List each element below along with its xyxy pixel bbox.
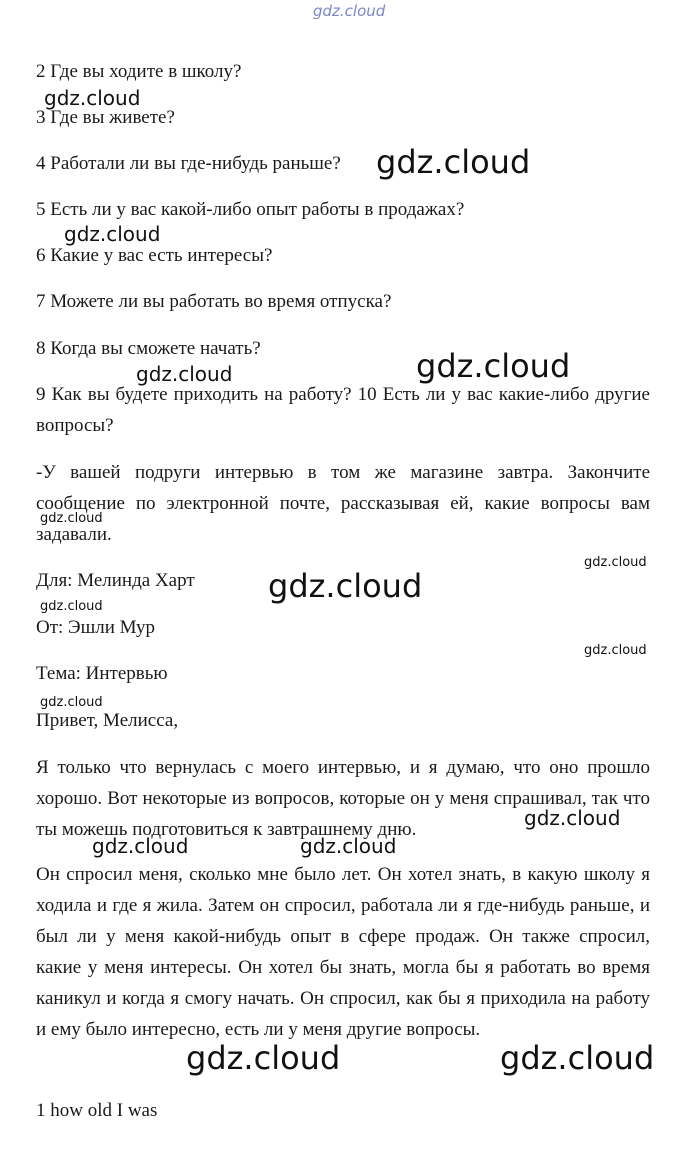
question-5: 5 Есть ли у вас какой-либо опыт работы в продажах? bbox=[36, 199, 465, 220]
watermark: gdz.cloud bbox=[40, 695, 103, 710]
watermark: gdz.cloud bbox=[40, 511, 103, 526]
answer-1: 1 how old I was bbox=[36, 1100, 158, 1121]
email-subject: Тема: Интервью bbox=[36, 663, 168, 684]
question-4: 4 Работали ли вы где-нибудь раньше? bbox=[36, 153, 341, 174]
email-paragraph-2: Он спросил меня, сколько мне было лет. Он хотел знать, в какую школу я ходила и где я жила. Затем он спросил, работала ли я где-нибудь раньше, и был ли у меня какой-нибудь опыт в сфере продаж. Он также спросил, какие у меня интересы. Он хотел бы знать, могла бы я работать во время каникул и когда я смогу начать. Он спросил, как бы я приходила на работу и ему было интересно, есть ли у меня другие вопросы. bbox=[36, 864, 650, 1040]
watermark: gdz.cloud bbox=[92, 834, 189, 858]
watermark: gdz.cloud bbox=[40, 599, 103, 614]
email-to: Для: Мелинда Харт bbox=[36, 570, 195, 591]
header-watermark: gdz.cloud bbox=[313, 2, 386, 20]
email-greeting: Привет, Мелисса, bbox=[36, 710, 179, 731]
watermark: gdz.cloud bbox=[584, 555, 647, 570]
task-instruction: -У вашей подруги интервью в том же магазине завтра. Закончите сообщение по электронной почте, рассказывая ей, какие вопросы вам задавали. bbox=[36, 462, 650, 545]
watermark: gdz.cloud bbox=[524, 806, 621, 830]
question-3: 3 Где вы живете? bbox=[36, 107, 175, 128]
watermark: gdz.cloud bbox=[44, 86, 141, 110]
watermark: gdz.cloud bbox=[416, 347, 571, 385]
watermark: gdz.cloud bbox=[268, 567, 423, 605]
watermark: gdz.cloud bbox=[64, 222, 161, 246]
watermark: gdz.cloud bbox=[136, 362, 233, 386]
watermark: gdz.cloud bbox=[584, 643, 647, 658]
watermark: gdz.cloud bbox=[376, 143, 531, 181]
watermark: gdz.cloud bbox=[500, 1039, 655, 1077]
watermark: gdz.cloud bbox=[300, 834, 397, 858]
question-8: 8 Когда вы сможете начать? bbox=[36, 338, 261, 359]
email-paragraph-1: Я только что вернулась с моего интервью, и я думаю, что оно прошло хорошо. Вот некоторые из вопросов, которые он у меня спрашивал, так что ты можешь подготовиться к завтрашнему дню. bbox=[36, 757, 650, 840]
question-2: 2 Где вы ходите в школу? bbox=[36, 61, 242, 82]
watermark: gdz.cloud bbox=[186, 1039, 341, 1077]
question-6: 6 Какие у вас есть интересы? bbox=[36, 245, 273, 266]
question-7: 7 Можете ли вы работать во время отпуска? bbox=[36, 291, 392, 312]
question-9-10: 9 Как вы будете приходить на работу? 10 Есть ли у вас какие-либо другие вопросы? bbox=[36, 384, 650, 436]
email-from: От: Эшли Мур bbox=[36, 617, 156, 638]
